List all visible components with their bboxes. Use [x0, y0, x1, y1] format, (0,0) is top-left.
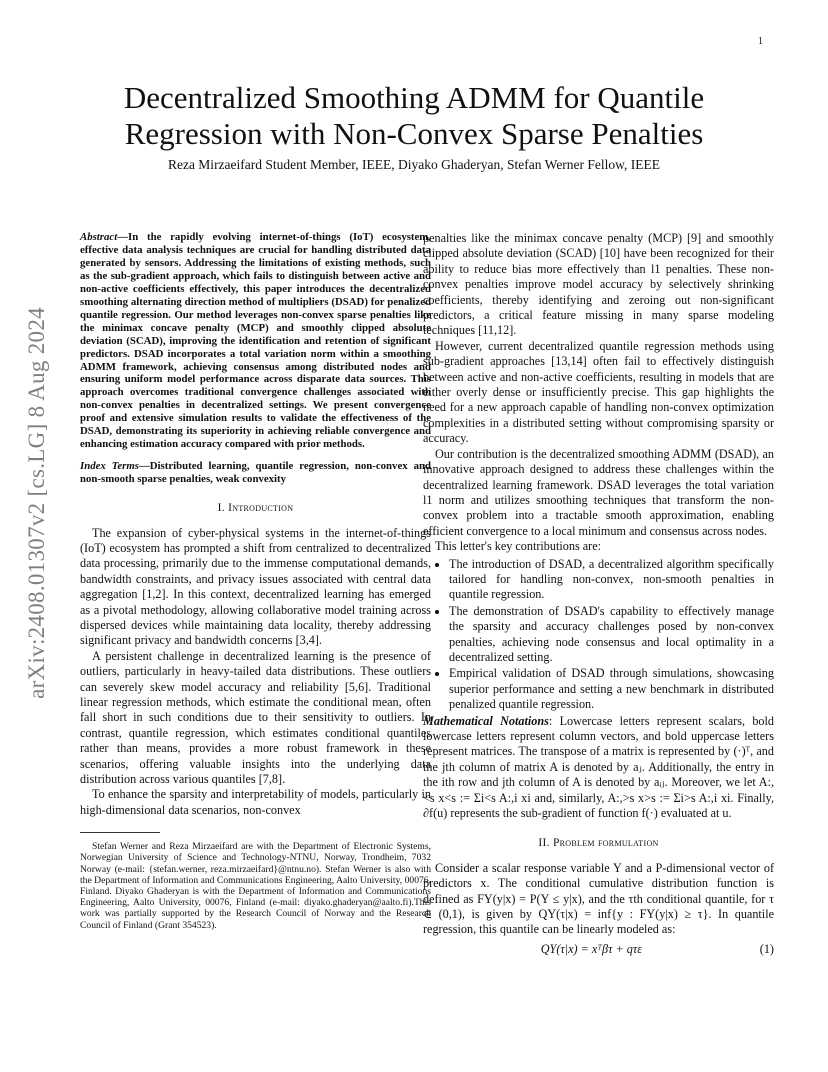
contribution-item: • The demonstration of DSAD's capability to effectively manage the sparsity and accuracy challenges posed by non-convex penalties, achieving node consensus and local optimality in a decentralized setting.: [449, 604, 774, 666]
abstract-label: Abstract: [80, 231, 118, 243]
right-paragraph-1: penalties like the minimax concave penalty (MCP) [9] and smoothly clipped absolute deviation (SCAD) [10] have been recognized for their ability to reduce bias more effectively than l1 penalties. These non-convex penalties improve model accuracy by selectively shrinking coefficients, thereby identifying and zeroing out non-significant predictors, a critical feature missing in many sparse modeling techniques [11,12].: [423, 231, 774, 338]
abstract: [80, 231, 431, 451]
author-footnote: Stefan Werner and Reza Mirzaeifard are with the Department of Electronic Systems, Norwegian University of Science and Technology-NTNU, Norway, Trondheim, 7032 Norway (e-mail: {stefan.werner, reza.mirzaeifard}@ntnu.no). Stefan Werner is also with the Department of Information and Communications Engineering, Aalto University, 00076, Finland. Diyako Ghaderyan is with the Department of Information and Communications Engineering, Aalto University, 00076, Finland (e-mail: diyako.ghaderyan@aalto.fi).This work was partially supported by the Research Council of Norway and the Research Council of Finland (Grant 354523).: [80, 841, 431, 931]
equation-1: [423, 942, 774, 957]
intro-paragraph-2: A persistent challenge in decentralized learning is the presence of outliers, particularly in heavy-tailed data distributions. These outliers can severely skew model accuracy and reliability [5,6]. Traditional linear regression methods, which estimate the conditional mean, often fall short in such conditions due to their sensitivity to outliers. In contrast, quantile regression, which estimates conditional quantiles rather than means, provides a more robust framework in these scenarios, offering valuable insights into the underlying data distribution across various quantiles [7,8].: [80, 648, 431, 787]
arxiv-stamp-text: arXiv:2408.01307v2 [cs.LG] 8 Aug 2024: [24, 306, 49, 699]
section-heading-introduction: I. Introduction: [217, 502, 294, 515]
equation-body: QY(τ|x) = xᵀβτ + qτε: [540, 941, 643, 956]
title-line-2: Regression with Non-Convex Sparse Penalties: [124, 116, 704, 151]
title-line-1: Decentralized Smoothing ADMM for Quantile: [123, 80, 705, 115]
footnote-rule: [80, 832, 160, 833]
right-paragraph-3: Our contribution is the decentralized smoothing ADMM (DSAD), an innovative approach designed to address these challenges within the decentralized learning framework. DSAD leverages the total variation l1 norm and utilizes smoothing techniques that transform the non-convex problem into a tractable smooth approximation, enabling efficient convergence to a local minimum and consensus across nodes.: [423, 446, 774, 538]
problem-paragraph: Consider a scalar response variable Y and a P-dimensional vector of predictors x. The conditional cumulative distribution function is defined as FY(y|x) = P(Y ≤ y|x), and the τth conditional quantile, for τ ∈ (0,1), is given by QY(τ|x) = inf{y : FY(y|x) ≥ τ}. In quantile regression, this quantile can be linearly modeled as:: [423, 860, 774, 937]
contribution-item: • The introduction of DSAD, a decentralized algorithm specifically tailored for handling non-convex, non-smooth penalties in quantile regression.: [449, 557, 774, 603]
author-list: Reza Mirzaeifard Student Member, IEEE, Diyako Ghaderyan, Stefan Werner Fellow, IEEE: [167, 157, 661, 172]
section-heading-problem: II. Problem formulation: [538, 837, 659, 850]
abstract-text: —In the rapidly evolving internet-of-things (IoT) ecosystem, effective data analysis techniques are crucial for handling distributed data generated by sensors. Addressing the limitations of existing methods, such as the sub-gradient approach, which fails to distinguish between active and non-active coefficients effectively, this paper introduces the decentralized smoothing alternating direction method of multipliers (DSAD) for penalized quantile regression. Our method leverages non-convex sparse penalties like the minimax concave penalty (MCP) and smoothly clipped absolute deviation (SCAD), improving the identification and retention of significant predictors. DSAD incorporates a total variation norm within a smoothing ADMM framework, achieving consensus among distributed nodes and ensuring uniform model performance across disparate data sources. This approach overcomes traditional convergence challenges associated with non-convex penalties in decentralized settings. We present convergence proof and extensive simulation results to validate the effectiveness of the DSAD, demonstrating its superiority in achieving reliable convergence and enhancing estimation accuracy compared with prior methods.: [80, 231, 431, 451]
right-paragraph-2: However, current decentralized quantile regression methods using sub-gradient approaches [13,14] often fail to effectively distinguish between active and non-active coefficients, resulting in models that are either overly dense or insufficiently precise. This gap highlights the need for a new approach capable of handling non-convex optimization complexities in a distributed setting without compromising sparsity or accuracy.: [423, 338, 774, 446]
page-number: 1: [758, 36, 763, 47]
left-column: [80, 231, 431, 931]
intro-paragraph-3: To enhance the sparsity and interpretability of models, particularly in high-dimensional data scenarios, non-convex: [80, 787, 431, 817]
index-terms-label: Index Terms: [80, 460, 139, 473]
paper-title: [60, 80, 768, 152]
notation-text: : Lowercase letters represent scalars, bold lowercase letters represent column vectors, and bold uppercase letters represent matrices. The transpose of a matrix is represented by (·)ᵀ, and the jth column of matrix A is denoted by aⱼ. Additionally, the entry in the ith row and jth column of A is denoted by aᵢⱼ. Moreover, we let A:,<s x<s := Σi<s A:,i xi and, similarly, A:,>s x>s := Σi>s A:,i xi. Finally, ∂f(u) represents the sub-gradient of function f(·) evaluated at u.: [423, 713, 774, 821]
intro-paragraph-1: The expansion of cyber-physical systems in the internet-of-things (IoT) ecosystem has prompted a shift from centralized to decentralized data processing, primarily due to the immense computational demands, bandwidth constraints, and privacy issues associated with central data aggregation [1,2]. In this context, decentralized learning has emerged as a pivotal methodology, allowing collaborative model training across dispersed devices while maintaining data locality, thereby addressing significant privacy and bandwidth concerns [3,4].: [80, 525, 431, 648]
notation-label: Mathematical Notations: [423, 713, 549, 728]
contribution-item: • Empirical validation of DSAD through simulations, showcasing superior performance and setting a new benchmark in distributed penalized quantile regression.: [449, 666, 774, 712]
right-column: [423, 231, 774, 957]
contributions-list: [423, 557, 774, 713]
contributions-intro: This letter's key contributions are:: [435, 539, 602, 554]
index-terms-text: —Distributed learning, quantile regression, non-convex and non-smooth sparse penalties, weak convexity: [80, 460, 431, 486]
arxiv-stamp: [22, 250, 52, 755]
equation-number: (1): [759, 941, 774, 956]
notation-paragraph: [423, 714, 774, 822]
index-terms: [80, 460, 431, 486]
